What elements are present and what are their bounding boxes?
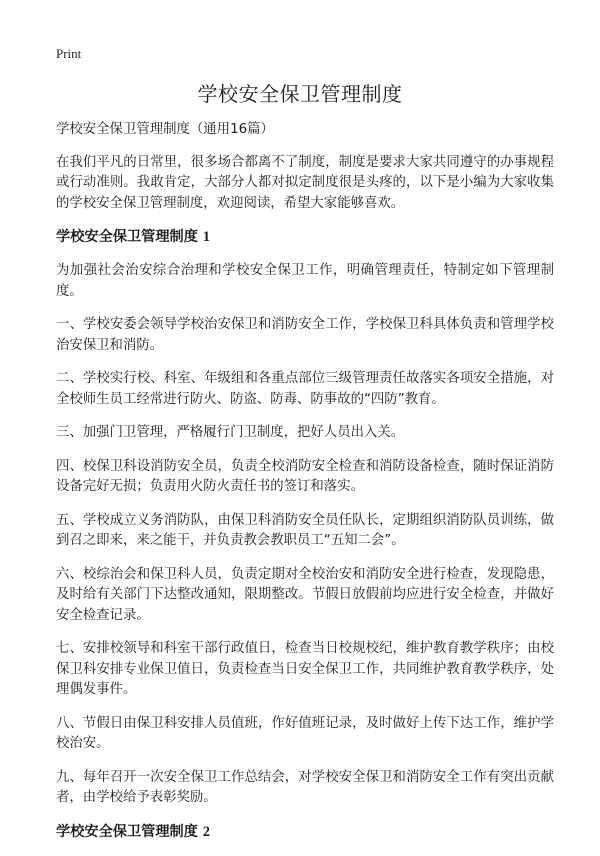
page-title: 学校安全保卫管理制度 bbox=[197, 82, 403, 106]
section-number: 2 bbox=[202, 823, 210, 840]
section-heading-2 bbox=[56, 822, 554, 843]
section-heading-text: 学校安全保卫管理制度 bbox=[56, 823, 198, 840]
paragraph: 七、安排校领导和科室干部行政值日，检查当日校规校纪，维护教育教学秩序；由校保卫科安排专业保卫值日，负责检查当日安全保卫工作，共同维护教育教学秩序，处理偶发事件。 bbox=[56, 641, 554, 697]
paragraph: 五、学校成立义务消防队，由保卫科消防安全员任队长，定期组织消防队员训练，做到召之即来，来之能干，并负责教会教职员工“五知二会”。 bbox=[56, 512, 554, 548]
intro-paragraph: 在我们平凡的日常里，很多场合都离不了制度，制度是要求大家共同遵守的办事规程或行动准则。我敢肯定，大部分人都对拟定制度很是头疼的，以下是小编为大家收集的学校安全保卫管理制度，欢迎阅读，希望大家能够喜欢。 bbox=[56, 154, 554, 211]
paragraph: 六、校综治会和保卫科人员，负责定期对全校治安和消防安全进行检查，发现隐患，及时给有关部门下达整改通知，限期整改。节假日放假前均应进行安全检查，并做好安全检查记录。 bbox=[56, 566, 554, 623]
print-link[interactable]: Print bbox=[56, 46, 82, 61]
document-body bbox=[56, 120, 554, 856]
paragraph: 一、学校安委会领导学校治安保卫和消防安全工作，学校保卫科具体负责和管理学校治安保卫和消防。 bbox=[56, 317, 554, 353]
section-heading-1 bbox=[56, 227, 554, 248]
paragraph: 三、加强门卫管理，严格履行门卫制度，把好人员出入关。 bbox=[56, 425, 405, 440]
paragraph: 四、校保卫科设消防安全员，负责全校消防安全检查和消防设备检查，随时保证消防设备完好无损；负责用火防火责任书的签订和落实。 bbox=[56, 458, 554, 494]
document-subtitle: 学校安全保卫管理制度（通用16篇） bbox=[56, 122, 274, 137]
section-number: 1 bbox=[202, 229, 210, 245]
paragraph: 八、节假日由保卫科安排人员值班，作好值班记录，及时做好上传下达工作，维护学校治安。 bbox=[56, 715, 554, 751]
paragraph: 九、每年召开一次安全保卫工作总结会，对学校安全保卫和消防安全工作有突出贡献者，由学校给予表彰奖励。 bbox=[56, 769, 554, 805]
paragraph: 二、学校实行校、科室、年级组和各重点部位三级管理责任故落实各项安全措施，对全校师生员工经常进行防火、防盗、防毒、防事故的“四防”教育。 bbox=[56, 371, 554, 407]
paragraph: 为加强社会治安综合治理和学校安全保卫工作，明确管理责任，特制定如下管理制度。 bbox=[56, 263, 554, 299]
section-heading-text: 学校安全保卫管理制度 bbox=[56, 229, 198, 245]
